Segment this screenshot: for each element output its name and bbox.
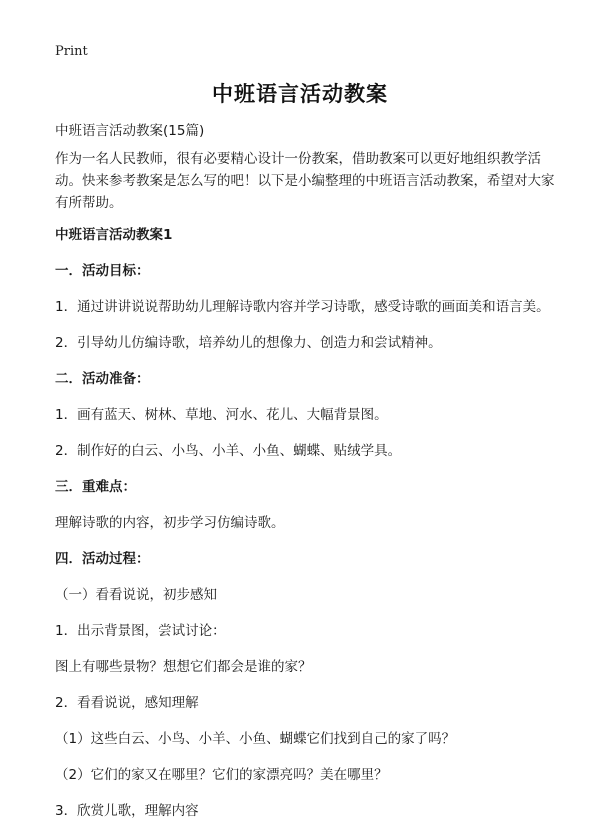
process-item: 图上有哪些景物？想想它们都会是谁的家？	[55, 659, 312, 675]
key-point-item: 理解诗歌的内容，初步学习仿编诗歌。	[55, 515, 285, 531]
document-subtitle: 中班语言活动教案(15篇)	[55, 123, 205, 139]
preparation-item: 1．画有蓝天、树林、草地、河水、花儿、大幅背景图。	[55, 407, 388, 423]
process-item: 3．欣赏儿歌，理解内容	[55, 803, 199, 819]
goal-item: 2．引导幼儿仿编诗歌，培养幼儿的想像力、创造力和尝试精神。	[55, 335, 442, 351]
section-heading-goals: 一．活动目标：	[55, 263, 150, 279]
section-heading-preparation: 二．活动准备：	[55, 371, 150, 387]
preparation-item: 2．制作好的白云、小鸟、小羊、小鱼、蝴蝶、贴绒学具。	[55, 443, 402, 459]
process-item: （1）这些白云、小鸟、小羊、小鱼、蝴蝶它们找到自己的家了吗？	[55, 731, 456, 747]
process-item: 2．看看说说，感知理解	[55, 695, 199, 711]
page-title: 中班语言活动教案	[212, 82, 388, 106]
goal-item: 1．通过讲讲说说帮助幼儿理解诗歌内容并学习诗歌，感受诗歌的画面美和语言美。	[55, 299, 550, 315]
section-heading-key-points: 三．重难点：	[55, 479, 136, 495]
intro-paragraph: 作为一名人民教师，很有必要精心设计一份教案，借助教案可以更好地组织教学活动。快来参考教案是怎么写的吧！以下是小编整理的中班语言活动教案，希望对大家有所帮助。	[55, 151, 555, 211]
print-link[interactable]: Print	[55, 44, 88, 59]
section-heading-process: 四．活动过程：	[55, 551, 150, 567]
lesson-heading: 中班语言活动教案1	[55, 227, 173, 243]
process-item: （一）看看说说，初步感知	[55, 587, 217, 603]
process-item: 1．出示背景图，尝试讨论：	[55, 623, 226, 639]
process-item: （2）它们的家又在哪里？它们的家漂亮吗？美在哪里？	[55, 767, 388, 783]
document-body	[55, 120, 555, 836]
